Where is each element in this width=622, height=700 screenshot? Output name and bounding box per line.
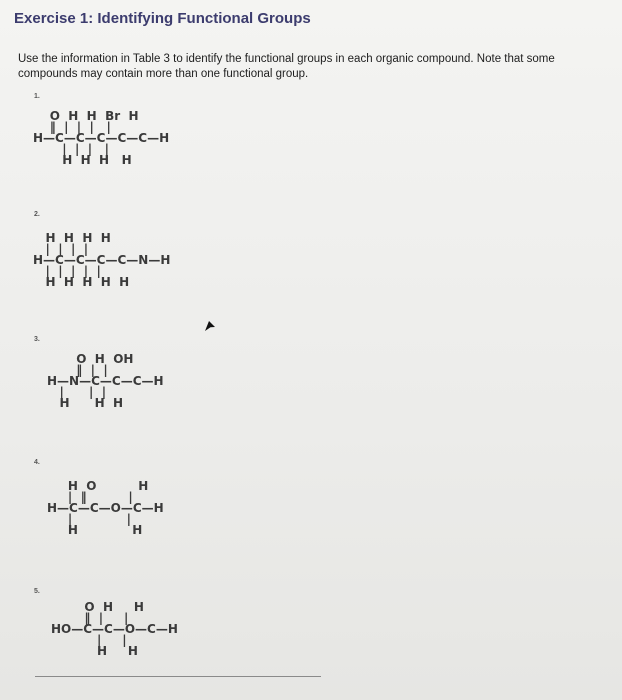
compound-number: 3. [34, 336, 40, 343]
mouse-pointer-icon [202, 318, 218, 334]
compound-structure: O H H ‖ | | HO—C—C—O—C—H | | H H [51, 600, 178, 658]
compound-number: 2. [34, 211, 40, 218]
compound-number: 1. [34, 93, 40, 100]
exercise-title: Exercise 1: Identifying Functional Groups [14, 10, 311, 27]
compound-number: 4. [34, 459, 40, 466]
compound-structure: O H H Br H ‖ | | | | H—C—C—C—C—C—H | | | | H H H H [33, 109, 170, 167]
instructions: Use the information in Table 3 to identify the functional groups in each organic compound. Note that some compounds may contain more than one functional group. [18, 53, 555, 80]
compound-structure: H H H H | | | | H—C—C—C—C—N—H | | | | | H H H H H [33, 231, 171, 289]
answer-line [35, 676, 321, 677]
compound-structure: H O H | ‖ | H—C—C—O—C—H | | H H [47, 479, 164, 537]
compound-number: 5. [34, 588, 40, 595]
compound-structure: O H OH ‖ | | H—N—C—C—C—H | | | H H H [47, 352, 164, 410]
